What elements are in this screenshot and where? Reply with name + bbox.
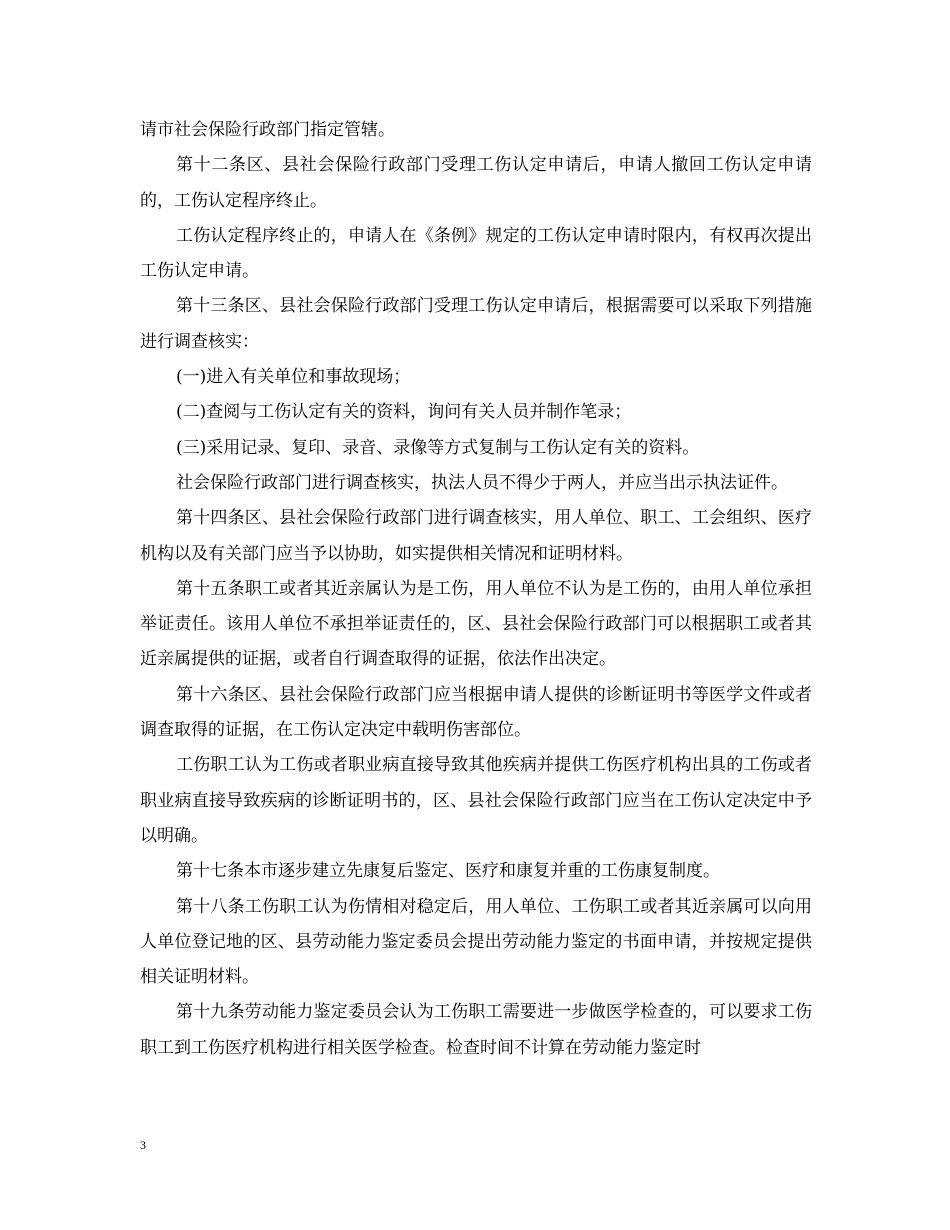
paragraph: 第十八条工伤职工认为伤情相对稳定后，用人单位、工伤职工或者其近亲属可以向用人单位登记地的区、县劳动能力鉴定委员会提出劳动能力鉴定的书面申请，并按规定提供相关证明材料。 xyxy=(140,896,812,988)
paragraph: (三)采用记录、复印、录音、录像等方式复制与工伤认定有关的资料。 xyxy=(176,437,700,458)
paragraph: 第十三条区、县社会保险行政部门受理工伤认定申请后，根据需要可以采取下列措施进行调查核实： xyxy=(140,296,812,352)
paragraph: 第十二条区、县社会保险行政部门受理工伤认定申请后，申请人撤回工伤认定申请的，工伤认定程序终止。 xyxy=(140,155,812,211)
paragraph: (二)查阅与工伤认定有关的资料，询问有关人员并制作笔录； xyxy=(176,402,632,423)
paragraph: (一)进入有关单位和事故现场； xyxy=(176,367,411,388)
paragraph: 第十六条区、县社会保险行政部门应当根据申请人提供的诊断证明书等医学文件或者调查取得的证据，在工伤认定决定中载明伤害部位。 xyxy=(140,684,812,741)
paragraph: 第十五条职工或者其近亲属认为是工伤，用人单位不认为是工伤的，由用人单位承担举证责任。该用人单位不承担举证责任的，区、县社会保险行政部门可以根据职工或者其近亲属提供的证据，或者自行调查取得的证据，依法作出决定。 xyxy=(140,578,812,670)
paragraph: 社会保险行政部门进行调查核实，执法人员不得少于两人，并应当出示执法证件。 xyxy=(176,472,788,493)
paragraph: 工伤职工认为工伤或者职业病直接导致其他疾病并提供工伤医疗机构出具的工伤或者职业病直接导致疾病的诊断证明书的，区、县社会保险行政部门应当在工伤认定决定中予以明确。 xyxy=(140,755,812,846)
document-body xyxy=(140,113,812,1066)
paragraph: 请市社会保险行政部门指定管辖。 xyxy=(140,120,395,140)
page-number: 3 xyxy=(140,1138,146,1152)
paragraph: 第十七条本市逐步建立先康复后鉴定、医疗和康复并重的工伤康复制度。 xyxy=(176,861,720,882)
paragraph: 第十九条劳动能力鉴定委员会认为工伤职工需要进一步做医学检查的，可以要求工伤职工到工伤医疗机构进行相关医学检查。检查时间不计算在劳动能力鉴定时 xyxy=(140,1002,812,1058)
paragraph: 第十四条区、县社会保险行政部门进行调查核实，用人单位、职工、工会组织、医疗机构以及有关部门应当予以协助，如实提供相关情况和证明材料。 xyxy=(140,508,812,564)
paragraph: 工伤认定程序终止的，申请人在《条例》规定的工伤认定申请时限内，有权再次提出工伤认定申请。 xyxy=(140,225,812,282)
